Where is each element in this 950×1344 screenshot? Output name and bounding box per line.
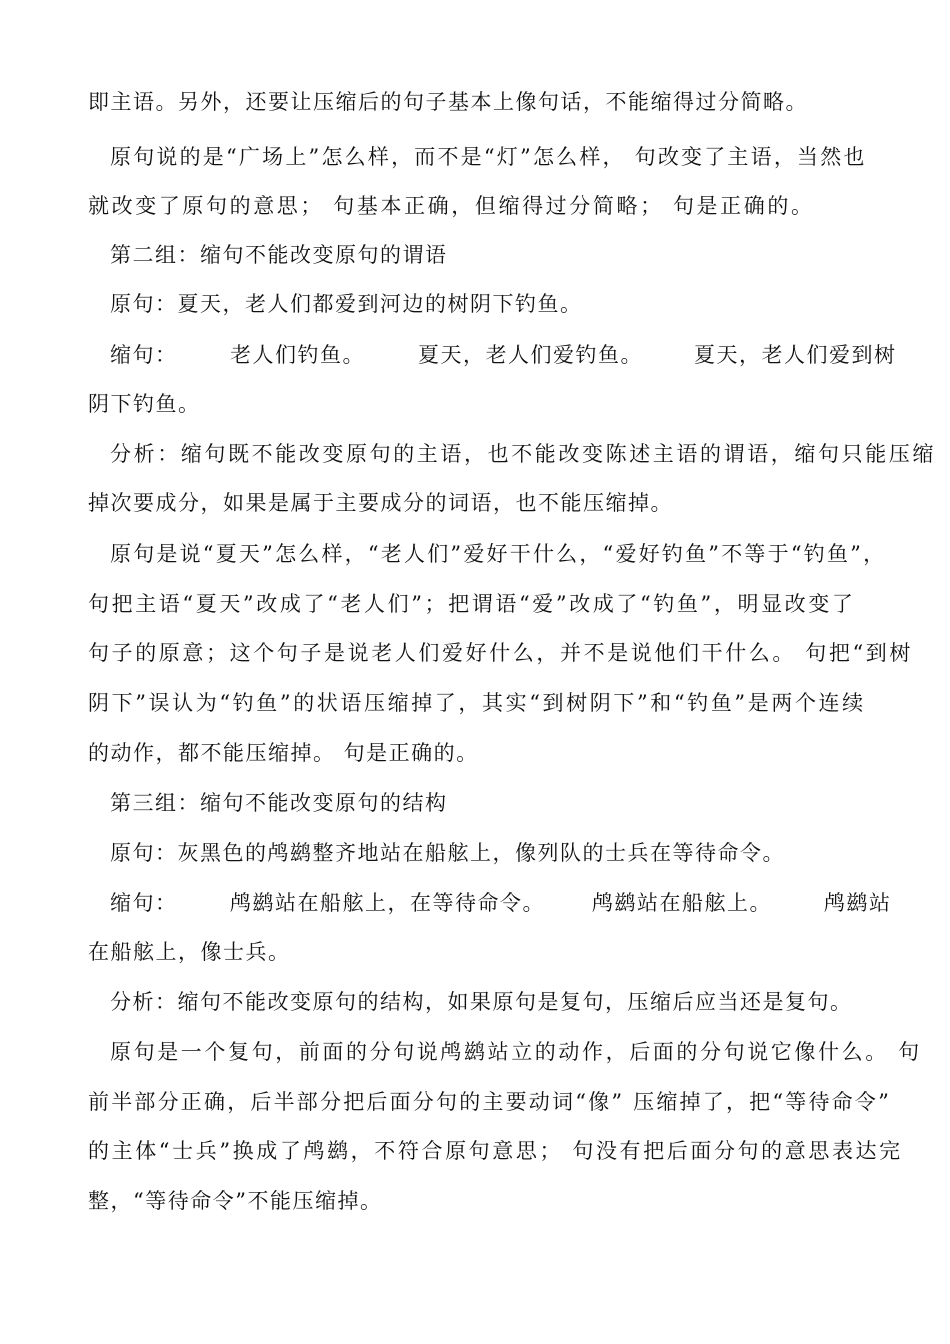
shortened-option: 夏天，老人们爱到树 [694,343,897,367]
section-heading: 第二组：缩句不能改变原句的谓语 [110,243,448,267]
text-line: 掉次要成分，如果是属于主要成分的词语，也不能压缩掉。 [88,491,673,515]
text-line: 的动作，都不能压缩掉。 句是正确的。 [88,741,479,765]
analysis-text: 分析：缩句不能改变原句的结构，如果原句是复句，压缩后应当还是复句。 [110,990,853,1014]
text-line: 就改变了原句的意思； 句基本正确，但缩得过分简略； 句是正确的。 [88,194,815,218]
shortened-label: 缩句： [110,891,178,915]
text-line: 在船舷上，像士兵。 [88,940,291,964]
text-line: 即主语。另外，还要让压缩后的句子基本上像句话，不能缩得过分简略。 [88,90,808,114]
text-line: 整，“等待命令”不能压缩掉。 [88,1189,383,1213]
shortened-label: 缩句： [110,343,178,367]
text-line: 阴下”误认为“钓鱼”的状语压缩掉了，其实“到树阴下”和“钓鱼”是两个连续 [88,691,866,715]
text-line: 句把主语“夏天”改成了“老人们”；把谓语“爱”改成了“钓鱼”，明显改变了 [88,592,856,616]
section-heading: 第三组：缩句不能改变原句的结构 [110,791,448,815]
shortened-option: 鸬鹚站 [824,891,892,915]
shortened-option: 鸬鹚站在船舷上。 [592,891,772,915]
text-line: 阴下钓鱼。 [88,392,201,416]
shortened-option: 夏天，老人们爱钓鱼。 [418,343,643,367]
analysis-text: 分析：缩句既不能改变原句的主语，也不能改变陈述主语的谓语，缩句只能压缩 [110,442,936,466]
text-line: 原句是一个复句，前面的分句说鸬鹚站立的动作，后面的分句说它像什么。 句 [110,1040,922,1064]
shortened-option: 老人们钓鱼。 [230,343,365,367]
text-line: 原句是说“夏天”怎么样，“老人们”爱好干什么，“爱好钓鱼”不等于“钓鱼”， [110,542,887,566]
original-sentence: 原句：灰黑色的鸬鹚整齐地站在船舷上，像列队的士兵在等待命令。 [110,841,785,865]
original-sentence: 原句：夏天，老人们都爱到河边的树阴下钓鱼。 [110,292,583,316]
text-line: 前半部分正确，后半部分把后面分句的主要动词“像” 压缩掉了，把“等待命令” [88,1090,892,1114]
text-line: 的主体“士兵”换成了鸬鹚，不符合原句意思； 句没有把后面分句的意思表达完 [88,1139,903,1163]
shortened-option: 鸬鹚站在船舷上，在等待命令。 [230,891,545,915]
text-line: 原句说的是“广场上”怎么样，而不是“灯”怎么样， 句改变了主语，当然也 [110,145,867,169]
text-line: 句子的原意；这个句子是说老人们爱好什么，并不是说他们干什么。 句把“到树 [88,641,914,665]
